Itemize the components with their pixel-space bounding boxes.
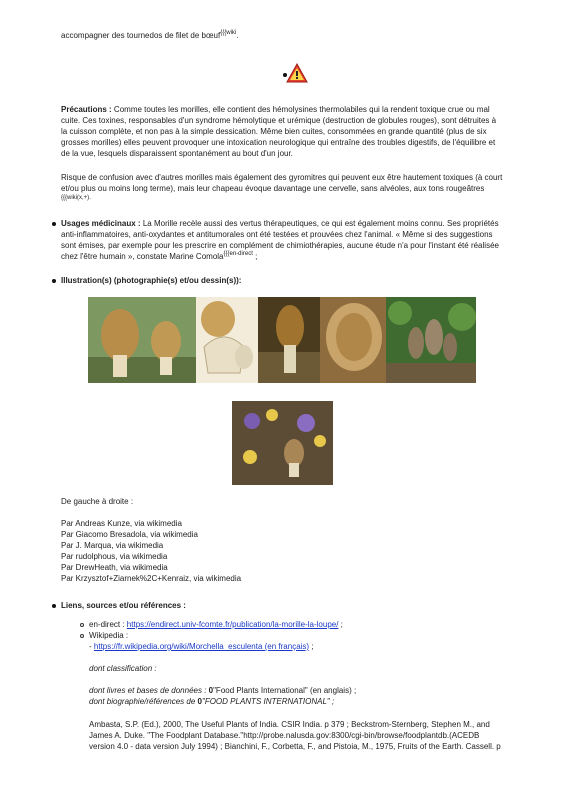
morel-illustration: [232, 401, 333, 485]
usages-paragraph: Usages médicinaux : La Morille recèle aussi des vertus thérapeutiques, ce qui est également moins connu. Ses propriétés anti-inflammatoires, anti-oxydantes et antitumorales ont été testées et prouvées chez l'animal. « Même si des suggestions sont émises, par exemple pour les prescrire en complément de chimiothérapies, aucune étude n'a pour l'instant été réalisée chez l'être humain », constate Marine Comola$^{\{\{\{en-direct}$ ;: [61, 219, 499, 261]
endirect-link[interactable]: https://endirect.univ-fcomte.fr/publication/la-morille-la-loupe/: [126, 620, 339, 629]
endirect-line: en-direct : https://endirect.univ-fcomte.fr/publication/la-morille-la-loupe/ ;: [89, 620, 343, 629]
bullet: [52, 604, 56, 608]
intro-line: accompagner des tournedos de filet de bœuf$^{\{\{\{wiki}$.: [61, 30, 239, 40]
precautions-paragraph: Précautions : Comme toutes les morilles, elle contient des hémolysines thermolabiles qui la rendent toxique crue ou mal cuite. Ces toxines, responsables d'un syndrome hémolytique et urémique (destruction de globules rouges), sont détruites à la cuisson complète, et non pas à la simple dessication. Même bien cuites, consommées en grande quantité (plus de six grosses morilles) elles peuvent provoquer une intoxication neurologique qui entraîne des troubles digestifs, de l'équilibre et de la vue, lesquels disparaissent spontanément au bout d'un jour.: [61, 105, 497, 158]
bullet: [52, 222, 56, 226]
credit-line: Par DrewHeath, via wikimedia: [61, 563, 168, 572]
credits-list: [61, 518, 241, 584]
credit-line: Par rudolphous, via wikimedia: [61, 552, 168, 561]
wikipedia-line: - https://fr.wikipedia.org/wiki/Morchella_esculenta (en français) ;: [89, 642, 314, 651]
biblio-line: dont biographie/références de 0"FOOD PLANTS INTERNATIONAL" ;: [89, 697, 335, 706]
usages-label: Usages médicinaux :: [61, 219, 141, 228]
morel-illustration: [88, 297, 196, 383]
usages-ref: {{{en-direct: [223, 251, 253, 257]
morel-photo-rudolphous: [320, 297, 386, 383]
bullet: [52, 279, 56, 283]
precautions-label: Précautions :: [61, 105, 112, 114]
intro-text: accompagner des tournedos de filet de bœuf: [61, 31, 221, 40]
references-paragraph: Ambasta, S.P. (Ed.), 2000, The Useful Plants of India. CSIR India. p 379 ; Beckstrom-Sternberg, Stephen M., and James A. Duke. "The Foodplant Database."http://probe.nalusda.gov:8300/cgi-bin/browse/foodplantdb.(ACEDB version 4.0 - data version July 1994) ; Bianchini, F., Corbetta, F., and Pistoia, M., 1975, Fruits of the Earth. Cassell. p: [89, 720, 501, 751]
intro-ref: {{{wiki: [220, 30, 237, 36]
morel-illustration: [196, 297, 258, 383]
wikipedia-label: Wikipedia :: [89, 631, 129, 640]
sub-bullet: [80, 623, 84, 627]
illustrations-heading: Illustration(s) (photographie(s) et/ou dessin(s)):: [61, 276, 242, 285]
classification-line: dont classification :: [89, 664, 157, 673]
warning-icon: [286, 63, 308, 83]
wikipedia-link[interactable]: https://fr.wikipedia.org/wiki/Morchella_esculenta (en français): [93, 642, 310, 651]
morel-illustration: [386, 297, 476, 383]
morel-photo-drewheath: [386, 297, 476, 383]
morel-illustration: [320, 297, 386, 383]
morel-photo-ziarnek: [232, 401, 333, 485]
credit-line: Par Giacomo Bresadola, via wikimedia: [61, 530, 198, 539]
confusion-paragraph: Risque de confusion avec d'autres morilles mais également des gyromitres qui peuvent eux être hautement toxiques (à court et/ou plus ou moins long terme), mais leur chapeau évoque davantage une cervelle, sans alvéoles, aux tons rougeâtres {{{wiki(x,+).: [61, 173, 503, 201]
credit-line: Par Krzysztof+Ziarnek%2C+Kenraiz, via wikimedia: [61, 574, 242, 583]
morel-illustration: [258, 297, 320, 383]
books-line: dont livres et bases de données : 0"Food Plants International" (en anglais) ;: [89, 686, 357, 695]
credit-line: Par J. Marqua, via wikimedia: [61, 541, 164, 550]
credit-line: Par Andreas Kunze, via wikimedia: [61, 519, 182, 528]
sources-heading: Liens, sources et/ou références :: [61, 601, 186, 610]
sub-bullet: [80, 634, 84, 638]
confusion-ref: {{{wiki(x,+): [61, 195, 90, 201]
morel-drawing-bresadola: [196, 297, 258, 383]
illustrations-caption: De gauche à droite :: [61, 497, 134, 506]
morel-photo-marqua: [258, 297, 320, 383]
morel-photo-kunze: [88, 297, 196, 383]
